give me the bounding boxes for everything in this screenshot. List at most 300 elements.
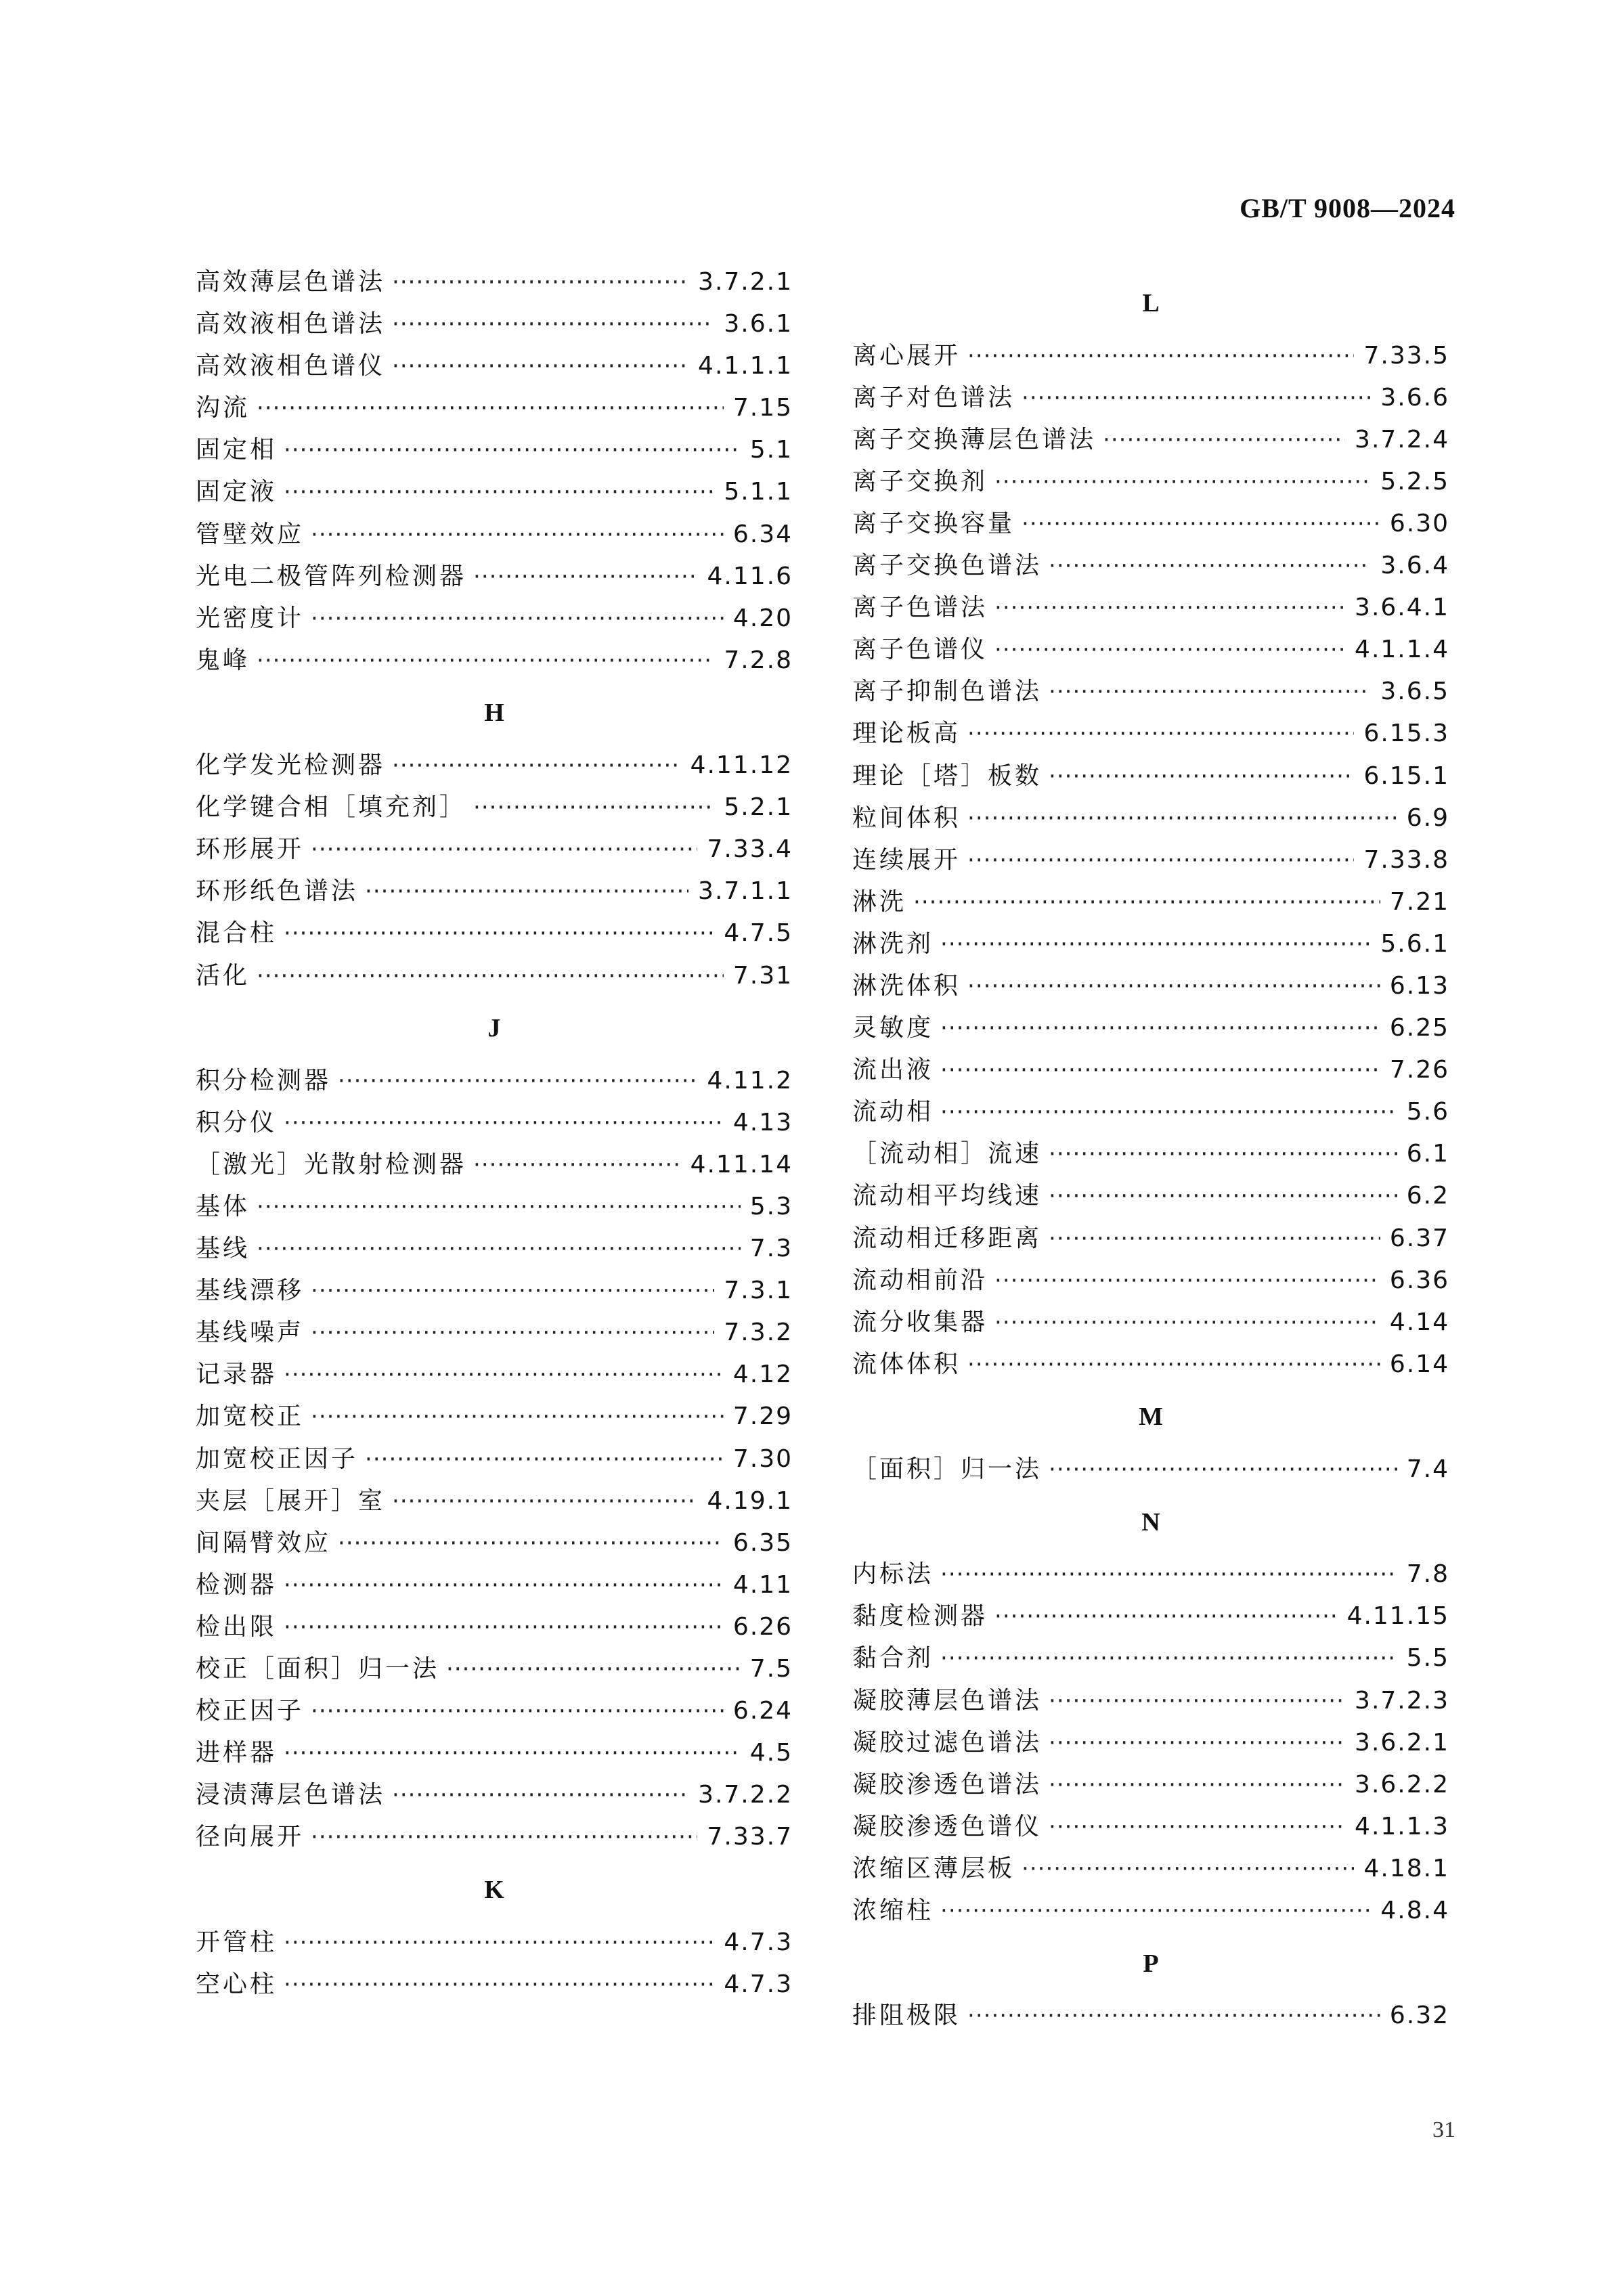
page-number: 31 [1432,2117,1455,2142]
dot-leader [1022,377,1371,419]
dot-leader [311,1312,714,1354]
index-term: 淋洗剂 [852,929,934,958]
dot-leader [1049,671,1371,713]
index-term: 流动相平均线速 [852,1182,1043,1210]
index-term: 淋洗体积 [852,972,961,1000]
index-entry [852,1449,1449,1491]
index-term: 化学发光检测器 [196,751,386,780]
dot-leader [311,829,697,870]
index-term: 离子色谱法 [852,594,988,622]
index-entry [852,1806,1449,1848]
dot-leader [940,1890,1371,1932]
dot-leader [1022,503,1380,545]
clause-reference: 6.14 [1389,1350,1449,1378]
dot-leader [311,1270,714,1312]
clause-reference: 3.6.2.2 [1355,1770,1449,1798]
dot-leader [446,1648,741,1690]
index-entry [852,545,1449,587]
index-term: 空心柱 [196,1970,278,1998]
clause-reference: 6.37 [1389,1224,1449,1252]
index-entry [196,1396,793,1438]
dot-leader [284,1354,724,1396]
index-term: 积分仪 [196,1108,278,1136]
dot-leader [284,912,714,954]
index-term: 粒间体积 [852,803,961,832]
index-entry [196,1438,793,1480]
index-entry [852,713,1449,755]
clause-reference: 7.3.1 [724,1277,793,1305]
clause-reference: 6.30 [1389,509,1449,537]
clause-reference: 6.13 [1389,972,1449,1000]
index-term: 光密度计 [196,604,305,632]
dot-leader [284,1102,724,1144]
index-entry [196,955,793,997]
index-entry [852,377,1449,419]
index-term: 记录器 [196,1361,278,1389]
clause-reference: 4.7.3 [724,1928,793,1956]
dot-leader [940,923,1371,965]
index-term: 理论［塔］板数 [852,761,1043,790]
dot-leader [392,345,688,387]
index-term: 基体 [196,1192,250,1220]
index-entry [196,1186,793,1228]
clause-reference: 6.25 [1389,1014,1449,1042]
index-term: 离子抑制色谱法 [852,678,1043,706]
clause-reference: 7.33.7 [707,1823,793,1851]
index-entry [852,755,1449,797]
index-entry [852,335,1449,377]
dot-leader [1049,1764,1345,1806]
index-term: 活化 [196,961,250,990]
clause-reference: 5.3 [749,1192,793,1220]
index-entry [852,1680,1449,1722]
clause-reference: 7.33.5 [1363,341,1449,370]
clause-reference: 6.1 [1406,1140,1449,1168]
index-term: 基线 [196,1235,250,1263]
index-entry [852,1553,1449,1595]
index-entry [852,671,1449,713]
dot-leader [311,1816,697,1858]
section-letter-heading: N [1141,1507,1160,1537]
clause-reference: 6.2 [1406,1182,1449,1210]
clause-reference: 7.5 [749,1655,793,1683]
index-term: 流出液 [852,1056,934,1084]
index-entry [196,1606,793,1648]
index-term: 理论板高 [852,720,961,748]
index-entry [852,797,1449,839]
dot-leader [1049,1806,1345,1848]
index-term: 环形纸色谱法 [196,877,359,906]
index-term: 离子对色谱法 [852,383,1015,412]
index-entry [196,1270,793,1312]
index-entry [196,345,793,387]
index-entry [852,1302,1449,1344]
clause-reference: 7.33.8 [1363,845,1449,874]
clause-reference: 6.26 [732,1612,793,1641]
index-entry [196,1312,793,1354]
clause-reference: 7.21 [1389,887,1449,916]
clause-reference: 4.19.1 [707,1486,793,1515]
clause-reference: 4.1.1.3 [1355,1812,1449,1840]
clause-reference: 3.7.2.4 [1355,425,1449,454]
index-term: 离子交换色谱法 [852,552,1043,580]
index-term: 校正因子 [196,1697,305,1725]
dot-leader [1103,419,1345,461]
index-entry [852,1218,1449,1260]
dot-leader [257,387,724,429]
index-term: 浓缩区薄层板 [852,1854,1015,1882]
dot-leader [967,1995,1380,2037]
index-term: 加宽校正 [196,1403,305,1431]
dot-leader [967,839,1354,881]
index-entry [852,503,1449,545]
index-entry [852,1091,1449,1133]
clause-reference: 6.34 [732,520,793,548]
index-entry [852,587,1449,629]
index-term: 径向展开 [196,1823,305,1851]
clause-reference: 3.6.5 [1380,678,1449,706]
clause-reference: 3.6.6 [1380,383,1449,412]
index-term: 光电二极管阵列检测器 [196,562,467,590]
index-term: 凝胶渗透色谱仪 [852,1812,1043,1840]
index-entry [852,1595,1449,1637]
index-entry [852,1049,1449,1091]
index-term: 离子交换容量 [852,509,1015,537]
clause-reference: 4.14 [1389,1308,1449,1336]
index-term: ［流动相］流速 [852,1140,1043,1168]
index-term: 流动相迁移距离 [852,1224,1043,1252]
dot-leader [1049,1680,1345,1722]
index-term: 离子色谱仪 [852,636,988,664]
index-term: 固定液 [196,478,278,506]
dot-leader [967,335,1354,377]
dot-leader [311,514,724,556]
dot-leader [284,1564,724,1606]
clause-reference: 7.3 [749,1235,793,1263]
index-entry [196,1922,793,1964]
dot-leader [392,1774,688,1816]
dot-leader [257,640,714,682]
dot-leader [940,1553,1397,1595]
section-letter-heading: J [487,1014,501,1043]
index-entry [196,1522,793,1564]
index-entry [196,870,793,912]
index-entry [196,261,793,303]
dot-leader [311,1690,724,1732]
section-letter-heading: K [484,1875,504,1904]
clause-reference: 4.11.15 [1346,1602,1449,1631]
index-term: 高效薄层色谱法 [196,268,386,296]
dot-leader [284,1606,724,1648]
index-entry [196,598,793,640]
index-entry [196,429,793,471]
index-entry [196,787,793,829]
clause-reference: 5.6 [1406,1098,1449,1126]
clause-reference: 4.11.6 [707,562,793,590]
clause-reference: 7.30 [732,1444,793,1473]
index-entry [852,419,1449,461]
index-term: 固定相 [196,436,278,464]
index-entry [852,1995,1449,2037]
dot-leader [994,629,1345,671]
index-entry [852,1007,1449,1049]
index-entry [196,514,793,556]
index-term: 积分检测器 [196,1066,332,1095]
clause-reference: 3.7.2.3 [1355,1686,1449,1715]
dot-leader [994,587,1345,629]
clause-reference: 6.15.1 [1363,761,1449,790]
index-term: 基线漂移 [196,1277,305,1305]
clause-reference: 4.11.14 [690,1150,793,1178]
index-entry [196,1964,793,2006]
dot-leader [1049,1449,1397,1491]
dot-leader [284,471,714,513]
index-entry [852,1848,1449,1890]
dot-leader [365,870,688,912]
index-entry [196,1060,793,1102]
clause-reference: 4.11 [732,1570,793,1599]
standard-code: GB/T 9008—2024 [1240,193,1455,223]
dot-leader [967,1344,1380,1386]
index-term: 间隔臂效应 [196,1528,332,1557]
index-term: 鬼峰 [196,646,250,674]
index-entry [852,881,1449,923]
index-entry [196,556,793,598]
index-term: 高效液相色谱法 [196,310,386,338]
clause-reference: 7.4 [1406,1455,1449,1484]
index-entry [852,1260,1449,1302]
index-term: 流动相前沿 [852,1266,988,1294]
dot-leader [311,1396,724,1438]
index-entry [196,829,793,870]
index-term: 淋洗 [852,887,907,916]
dot-leader [994,461,1371,503]
index-term: 凝胶过滤色谱法 [852,1728,1043,1757]
index-entry [196,912,793,954]
dot-leader [392,745,681,787]
index-entry [196,1648,793,1690]
dot-leader [1049,1218,1380,1260]
dot-leader [392,261,688,303]
index-entry [196,303,793,345]
index-entry [852,839,1449,881]
dot-leader [940,1007,1380,1049]
index-entry [196,1354,793,1396]
clause-reference: 4.1.1.1 [698,352,793,380]
index-term: 管壁效应 [196,520,305,548]
index-term: 开管柱 [196,1928,278,1956]
index-entry [852,1890,1449,1932]
index-entry [852,1764,1449,1806]
dot-leader [338,1060,697,1102]
index-entry [852,1722,1449,1764]
clause-reference: 6.15.3 [1363,720,1449,748]
clause-reference: 7.8 [1406,1560,1449,1589]
index-term: 流分收集器 [852,1308,988,1336]
dot-leader [284,1922,714,1964]
index-entry [852,1344,1449,1386]
dot-leader [473,556,697,598]
index-column-right [852,261,1449,2037]
clause-reference: 4.20 [732,604,793,632]
dot-leader [392,303,714,345]
dot-leader [473,787,714,829]
index-term: 离子交换薄层色谱法 [852,425,1097,454]
dot-leader [967,713,1354,755]
clause-reference: 4.7.5 [724,919,793,948]
index-term: 浸渍薄层色谱法 [196,1781,386,1809]
clause-reference: 4.11.12 [690,751,793,780]
index-term: 沟流 [196,394,250,422]
index-term: 黏度检测器 [852,1602,988,1631]
clause-reference: 4.8.4 [1380,1896,1449,1924]
index-entry [196,640,793,682]
dot-leader [257,1186,741,1228]
dot-leader [257,955,724,997]
clause-reference: 5.2.5 [1380,467,1449,495]
dot-leader [1049,1175,1397,1217]
index-entry [196,1816,793,1858]
index-entry [196,1144,793,1186]
index-entry [852,1637,1449,1679]
clause-reference: 4.7.3 [724,1970,793,1998]
clause-reference: 3.6.4.1 [1355,594,1449,622]
dot-leader [913,881,1380,923]
clause-reference: 3.7.1.1 [698,877,793,906]
index-term: 加宽校正因子 [196,1444,359,1473]
index-term: 流体体积 [852,1350,961,1378]
dot-leader [1049,545,1371,587]
clause-reference: 4.11.2 [707,1066,793,1095]
index-term: 夹层［展开］室 [196,1486,386,1515]
dot-leader [994,1302,1380,1344]
index-term: 高效液相色谱仪 [196,352,386,380]
index-entry [196,1732,793,1774]
clause-reference: 6.9 [1406,803,1449,832]
clause-reference: 3.7.2.2 [698,1781,793,1809]
index-entry [196,1102,793,1144]
index-entry [852,1175,1449,1217]
clause-reference: 7.2.8 [724,646,793,674]
dot-leader [473,1144,681,1186]
index-term: 检出限 [196,1612,278,1641]
dot-leader [940,1049,1380,1091]
clause-reference: 4.13 [732,1108,793,1136]
index-term: 排阻极限 [852,2002,961,2030]
dot-leader [967,965,1380,1007]
index-term: 连续展开 [852,845,961,874]
section-letter-heading: H [484,699,504,728]
index-term: 浓缩柱 [852,1896,934,1924]
index-term: 流动相 [852,1098,934,1126]
dot-leader [940,1091,1397,1133]
clause-reference: 4.1.1.4 [1355,636,1449,664]
index-term: 内标法 [852,1560,934,1589]
index-term: 凝胶渗透色谱法 [852,1770,1043,1798]
clause-reference: 7.15 [732,394,793,422]
clause-reference: 4.18.1 [1363,1854,1449,1882]
clause-reference: 4.12 [732,1361,793,1389]
clause-reference: 7.31 [732,961,793,990]
clause-reference: 5.5 [1406,1644,1449,1673]
clause-reference: 6.36 [1389,1266,1449,1294]
clause-reference: 5.1 [749,436,793,464]
clause-reference: 3.6.1 [724,310,793,338]
dot-leader [1049,1722,1345,1764]
index-term: ［面积］归一法 [852,1455,1043,1484]
clause-reference: 6.35 [732,1528,793,1557]
index-term: 校正［面积］归一法 [196,1655,440,1683]
index-term: 离子交换剂 [852,467,988,495]
dot-leader [967,797,1397,839]
dot-leader [311,598,724,640]
clause-reference: 7.33.4 [707,835,793,864]
index-entry [196,745,793,787]
index-term: 环形展开 [196,835,305,864]
index-entry [196,1690,793,1732]
clause-reference: 7.3.2 [724,1319,793,1347]
index-entry [852,923,1449,965]
section-letter-heading: M [1139,1403,1163,1432]
index-entry [196,1228,793,1270]
clause-reference: 6.24 [732,1697,793,1725]
clause-reference: 7.26 [1389,1056,1449,1084]
index-term: 凝胶薄层色谱法 [852,1686,1043,1715]
dot-leader [994,1595,1338,1637]
clause-reference: 5.2.1 [724,793,793,822]
dot-leader [1049,755,1354,797]
clause-reference: 3.6.4 [1380,552,1449,580]
clause-reference: 4.5 [749,1739,793,1767]
index-term: ［激光］光散射检测器 [196,1150,467,1178]
index-term: 离心展开 [852,341,961,370]
index-term: 进样器 [196,1739,278,1767]
dot-leader [940,1637,1397,1679]
dot-leader [1049,1133,1397,1175]
index-entry [852,461,1449,503]
dot-leader [284,1964,714,2006]
dot-leader [284,429,741,471]
dot-leader [1022,1848,1354,1890]
index-term: 混合柱 [196,919,278,948]
clause-reference: 5.1.1 [724,478,793,506]
section-letter-heading: L [1142,289,1160,317]
dot-leader [392,1480,697,1522]
index-entry [852,1133,1449,1175]
dot-leader [994,1260,1380,1302]
dot-leader [338,1522,724,1564]
dot-leader [257,1228,741,1270]
clause-reference: 3.7.2.1 [698,268,793,296]
index-entry [852,629,1449,671]
index-entry [196,1774,793,1816]
index-entry [852,965,1449,1007]
index-term: 黏合剂 [852,1644,934,1673]
index-entry [196,1480,793,1522]
clause-reference: 3.6.2.1 [1355,1728,1449,1757]
index-term: 化学键合相［填充剂］ [196,793,467,822]
index-term: 灵敏度 [852,1014,934,1042]
clause-reference: 7.29 [732,1403,793,1431]
section-letter-heading: P [1143,1949,1159,1978]
index-column-left [196,261,793,2006]
index-entry [196,471,793,513]
clause-reference: 6.32 [1389,2002,1449,2030]
index-entry [196,387,793,429]
clause-reference: 5.6.1 [1380,929,1449,958]
index-term: 检测器 [196,1570,278,1599]
index-term: 基线噪声 [196,1319,305,1347]
